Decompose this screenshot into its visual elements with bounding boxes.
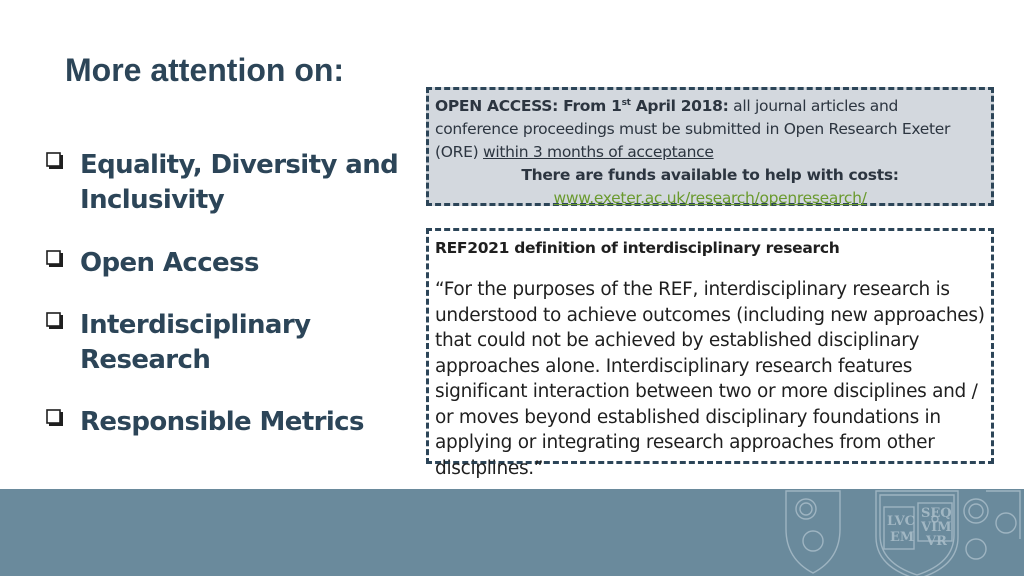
slide-title: More attention on: <box>65 52 345 88</box>
checkbox-bullet-icon <box>46 152 64 170</box>
ref-quote: “For the purposes of the REF, interdisciplinary research is understood to achieve outcomes (including new approaches) that could not be achieved by established disciplinary approaches alone. Interdisciplinary research features significant interaction between two or more disciplines and / or moves beyond established disciplinary foundations in applying or integrating research approaches from other disciplines.” <box>435 279 985 479</box>
ref-heading: REF2021 definition of interdisciplinary research <box>435 239 840 257</box>
funds-text: There are funds available to help with costs: <box>521 166 899 184</box>
checkbox-bullet-icon <box>46 312 64 330</box>
bullet-text: Open Access <box>80 248 259 278</box>
open-research-link-wrap <box>435 187 985 210</box>
bullet-text: Equality, Diversity and Inclusivity <box>80 150 399 215</box>
open-access-paragraph <box>435 95 985 164</box>
university-crest-icon <box>780 489 1024 576</box>
ref-definition-box <box>426 228 994 479</box>
bullet-text: Interdisciplinary Research <box>80 310 311 375</box>
crest-motto-4: VIM <box>921 520 952 535</box>
bullet-text: Responsible Metrics <box>80 407 364 437</box>
crest-motto-1: LVC <box>887 514 916 529</box>
crest-motto-5: VR <box>926 534 947 549</box>
open-access-deadline: within 3 months of acceptance <box>483 143 714 161</box>
checkbox-bullet-icon <box>46 250 64 268</box>
checkbox-bullet-icon <box>46 409 64 427</box>
crest-motto-2: EM <box>890 530 915 545</box>
open-access-text: all journal articles and conference proceedings must be submitted in Open Research Exeter (ORE) <box>435 97 951 161</box>
crest-motto-3: SEQ <box>921 506 952 521</box>
open-access-box <box>426 87 994 206</box>
open-access-label: OPEN ACCESS: From 1st April 2018: <box>435 97 729 115</box>
open-research-link[interactable]: www.exeter.ac.uk/research/openresearch/ <box>553 189 867 207</box>
